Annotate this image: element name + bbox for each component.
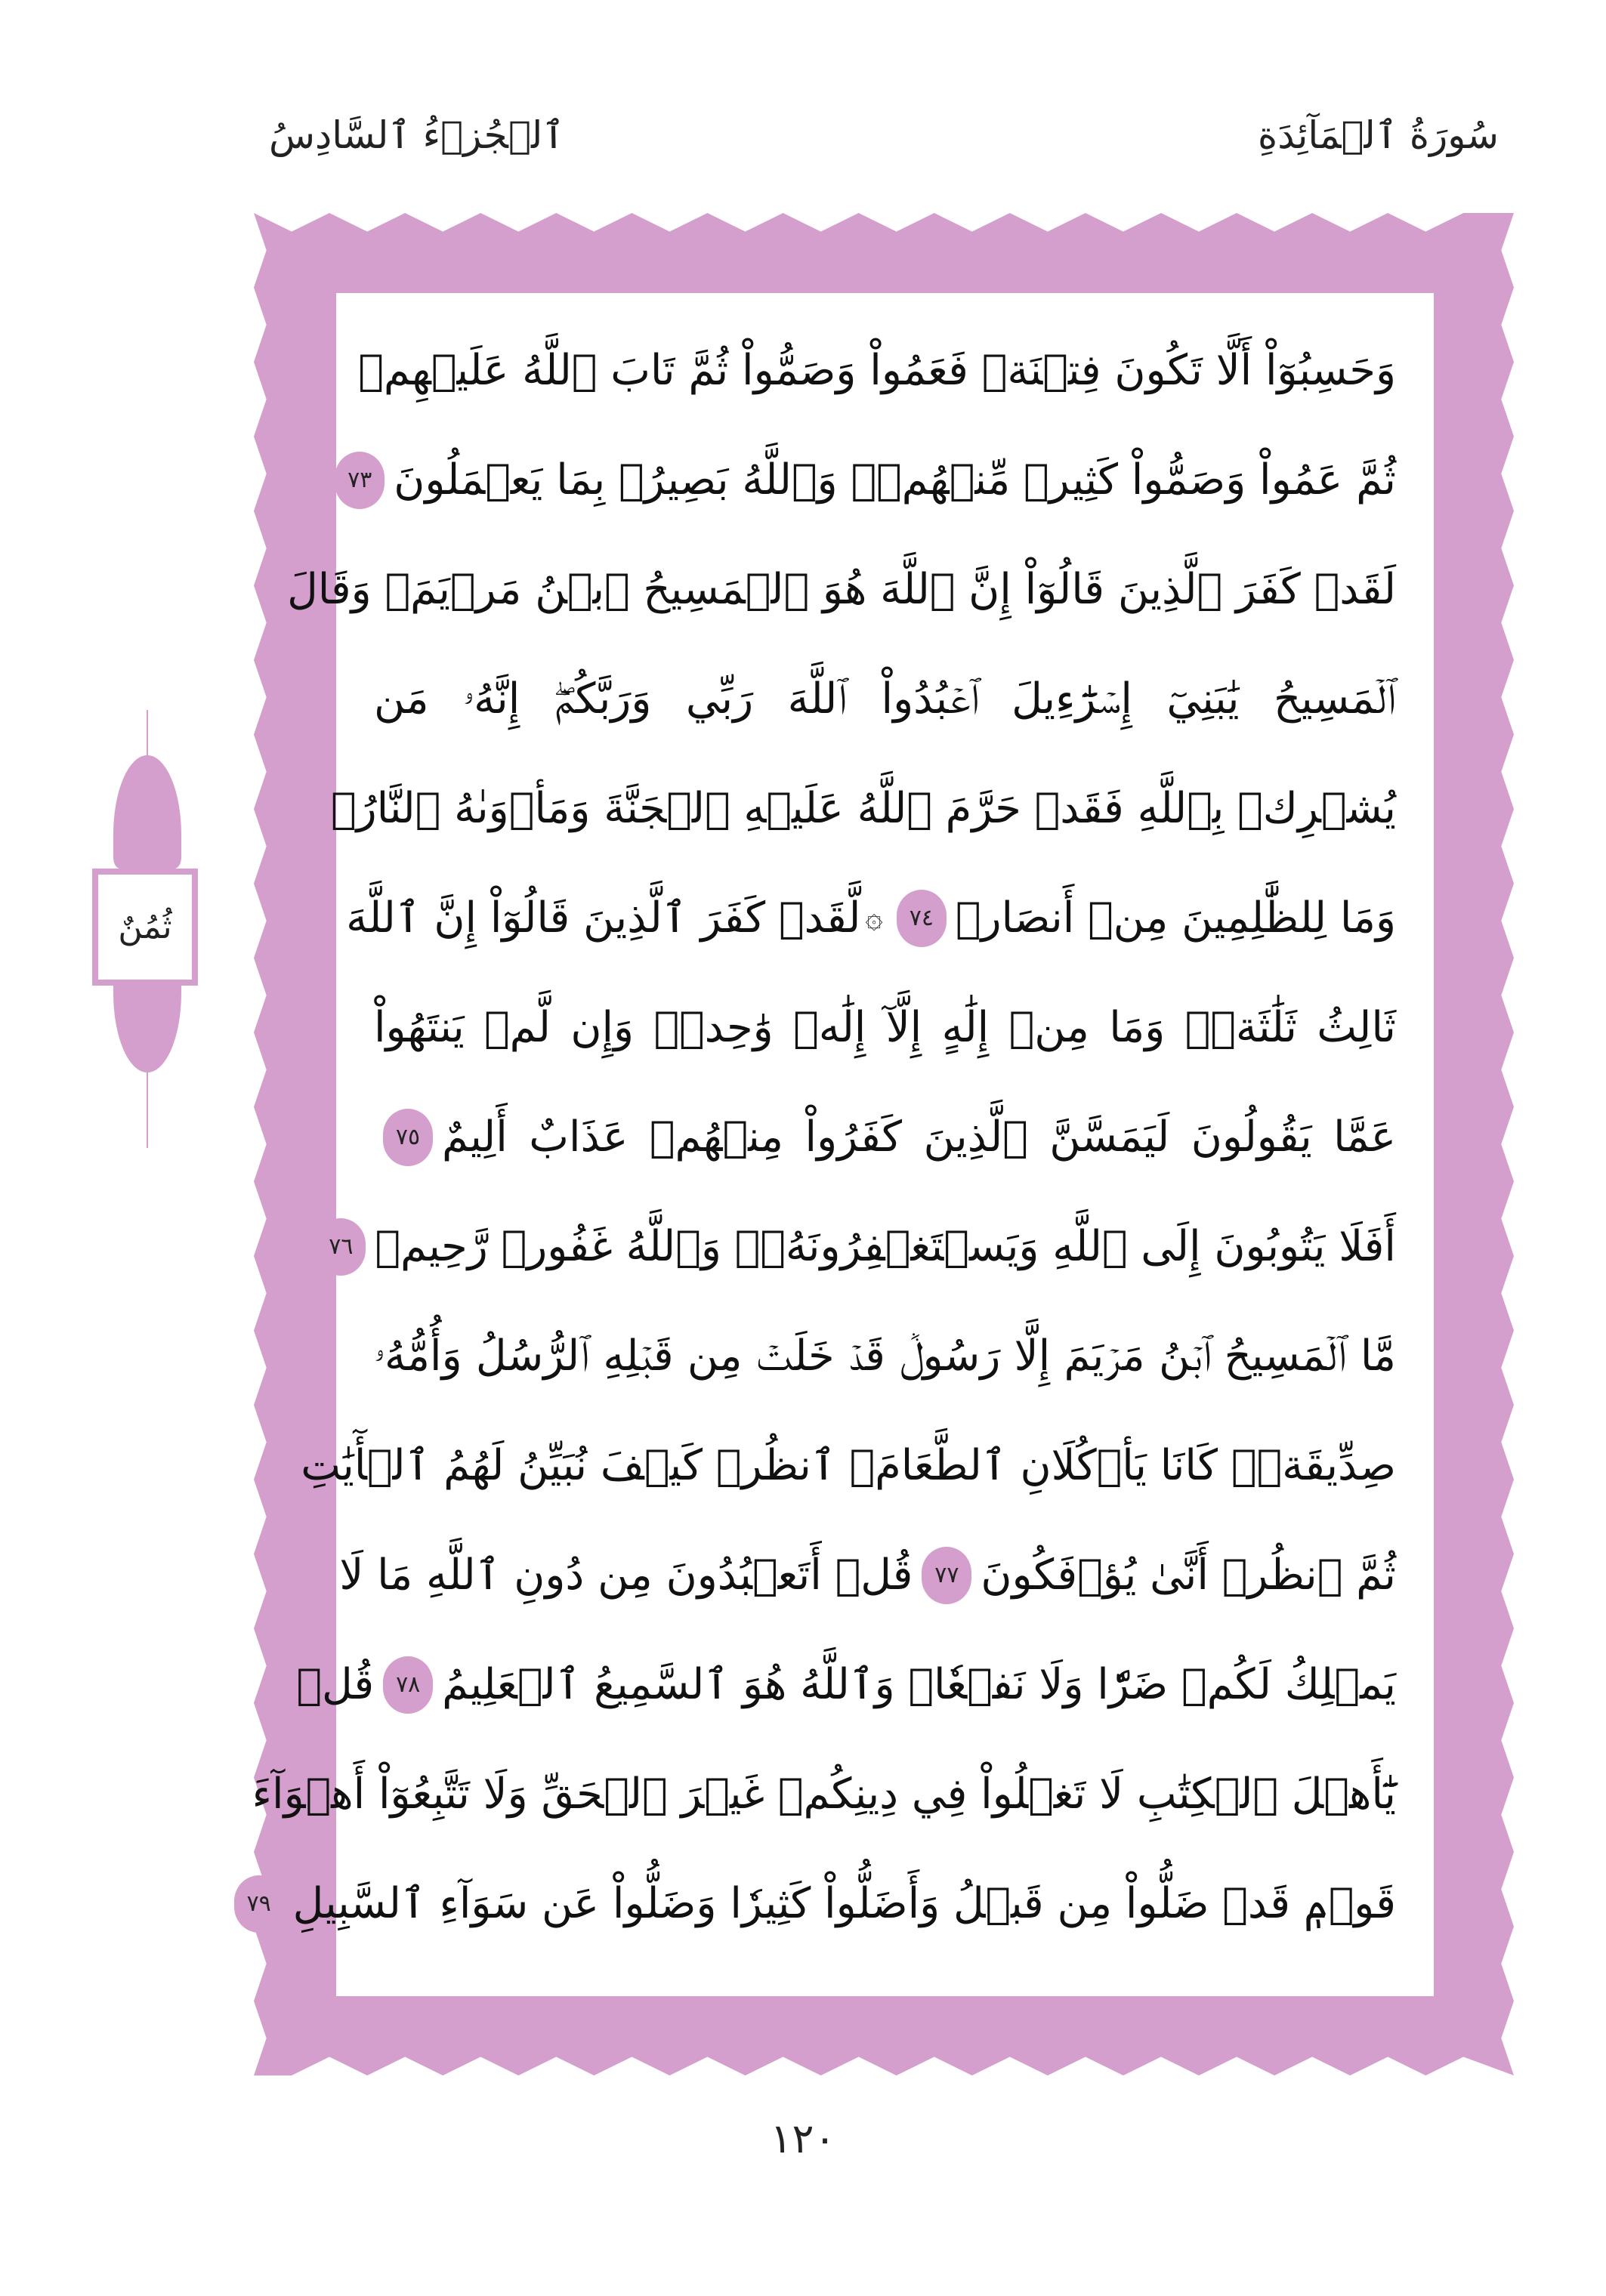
verse-number-marker: ٧٩ xyxy=(234,1875,284,1933)
verse-number-marker: ٧٣ xyxy=(335,452,385,509)
text-line xyxy=(347,425,1396,535)
verse-text: يَمۡلِكُ لَكُمۡ ضَرّٗا وَلَا نَفۡعٗاۚ وَٱللَّهُ هُوَ ٱلسَّمِيعُ ٱلۡعَلِيمُ xyxy=(442,1660,1396,1709)
verse-text: وَحَسِبُوٓاْ أَلَّا تَكُونَ فِتۡنَةٞ فَعَمُواْ وَصَمُّواْ ثُمَّ تَابَ ٱللَّهُ عَلَيۡهِمۡ xyxy=(358,346,1396,395)
verse-text: مَّا ٱلۡمَسِيحُ ٱبۡنُ مَرۡيَمَ إِلَّا رَسُولٞ قَدۡ خَلَتۡ مِن قَبۡلِهِ ٱلرُّسُلُ وَأُمُّهُۥ xyxy=(374,1332,1396,1381)
hizb-symbol-icon: ۞ xyxy=(865,900,883,935)
verse-text: ٱلۡمَسِيحُ يَٰبَنِيٓ إِسۡرَٰٓءِيلَ ٱعۡبُدُواْ ٱللَّهَ رَبِّي وَرَبَّكُمۡۖ إِنَّهُۥ مَن xyxy=(374,674,1396,724)
thumn-margin-marker xyxy=(91,710,204,1148)
verse-text: عَمَّا يَقُولُونَ لَيَمَسَّنَّ ٱلَّذِينَ كَفَرُواْ مِنۡهُمۡ عَذَابٌ أَلِيمٌ xyxy=(442,1113,1396,1162)
text-line xyxy=(358,316,1396,425)
text-line xyxy=(252,1739,1396,1849)
page-number: ١٢٠ xyxy=(770,2115,836,2162)
verse-text: لَّقَدۡ كَفَرَ ٱلَّذِينَ قَالُوٓاْ إِنَّ ٱللَّهَ xyxy=(346,893,861,943)
verse-number-marker: ٧٤ xyxy=(897,890,947,947)
surah-header: سُورَةُ ٱلۡمَآئِدَةِ xyxy=(1258,113,1499,157)
verse-number-marker: ٧٦ xyxy=(316,1218,366,1276)
verse-text: يُشۡرِكۡ بِٱللَّهِ فَقَدۡ حَرَّمَ ٱللَّهُ عَلَيۡهِ ٱلۡجَنَّةَ وَمَأۡوَىٰهُ ٱلنَّارُۖ xyxy=(330,784,1396,833)
verse-text: لَقَدۡ كَفَرَ ٱلَّذِينَ قَالُوٓاْ إِنَّ ٱللَّهَ هُوَ ٱلۡمَسِيحُ ٱبۡنُ مَرۡيَمَۖ وَقَالَ xyxy=(287,565,1396,614)
verse-text: ثُمَّ عَمُواْ وَصَمُّواْ كَثِيرٞ مِّنۡهُمۡۚ وَٱللَّهُ بَصِيرُۢ بِمَا يَعۡمَلُونَ xyxy=(394,455,1396,505)
text-line xyxy=(329,1192,1396,1301)
text-line xyxy=(330,754,1396,863)
verse-text: قَوۡمٖ قَدۡ ضَلُّواْ مِن قَبۡلُ وَأَضَلُّواْ كَثِيرٗا وَضَلُّواْ عَن سَوَآءِ ٱلسَّبِيلِ xyxy=(292,1879,1396,1928)
marker-dome-top xyxy=(113,755,181,869)
text-line xyxy=(301,1411,1396,1520)
text-line xyxy=(374,644,1396,754)
text-line xyxy=(339,1520,1396,1630)
thumn-label: ثُمُنٌ xyxy=(92,869,198,986)
verse-text: ثَالِثُ ثَلَٰثَةٖۘ وَمَا مِنۡ إِلَٰهٍ إِلَّآ إِلَٰهٞ وَٰحِدٞۚ وَإِن لَّمۡ يَنتَهُواْ xyxy=(374,1003,1396,1052)
verse-text: ثُمَّ ٱنظُرۡ أَنَّىٰ يُؤۡفَكُونَ xyxy=(981,1551,1396,1600)
text-line xyxy=(374,973,1396,1082)
verse-number-marker: ٧٥ xyxy=(383,1109,433,1166)
verse-number-marker: ٧٨ xyxy=(383,1656,433,1714)
verse-text: قُلۡ xyxy=(296,1660,375,1709)
text-page xyxy=(246,293,1434,1996)
verse-text: صِدِّيقَةٞۖ كَانَا يَأۡكُلَانِ ٱلطَّعَامَۗ ٱنظُرۡ كَيۡفَ نُبَيِّنُ لَهُمُ ٱلۡأٓيَٰتِ xyxy=(301,1441,1396,1490)
juz-header: ٱلۡجُزۡءُ ٱلسَّادِسُ xyxy=(269,113,565,157)
text-line xyxy=(287,535,1396,644)
verse-text: يَٰٓأَهۡلَ ٱلۡكِتَٰبِ لَا تَغۡلُواْ فِي دِينِكُمۡ غَيۡرَ ٱلۡحَقِّ وَلَا تَتَّبِعُوٓاْ أَهۡوَآءَ xyxy=(252,1770,1396,1819)
text-line xyxy=(374,1082,1396,1192)
verse-text: أَفَلَا يَتُوبُونَ إِلَى ٱللَّهِ وَيَسۡتَغۡفِرُونَهُۥۚ وَٱللَّهُ غَفُورٞ رَّحِيمٞ xyxy=(375,1222,1396,1271)
text-line xyxy=(346,863,1396,973)
verse-text: وَمَا لِلظَّٰلِمِينَ مِنۡ أَنصَارٖ xyxy=(955,893,1396,943)
text-line xyxy=(296,1630,1396,1739)
verse-number-marker: ٧٧ xyxy=(922,1547,971,1604)
text-line xyxy=(246,1849,1396,1958)
text-line xyxy=(374,1301,1396,1411)
verse-lines xyxy=(246,316,1396,1958)
verse-text: قُلۡ أَتَعۡبُدُونَ مِن دُونِ ٱللَّهِ مَا لَا xyxy=(339,1551,913,1600)
